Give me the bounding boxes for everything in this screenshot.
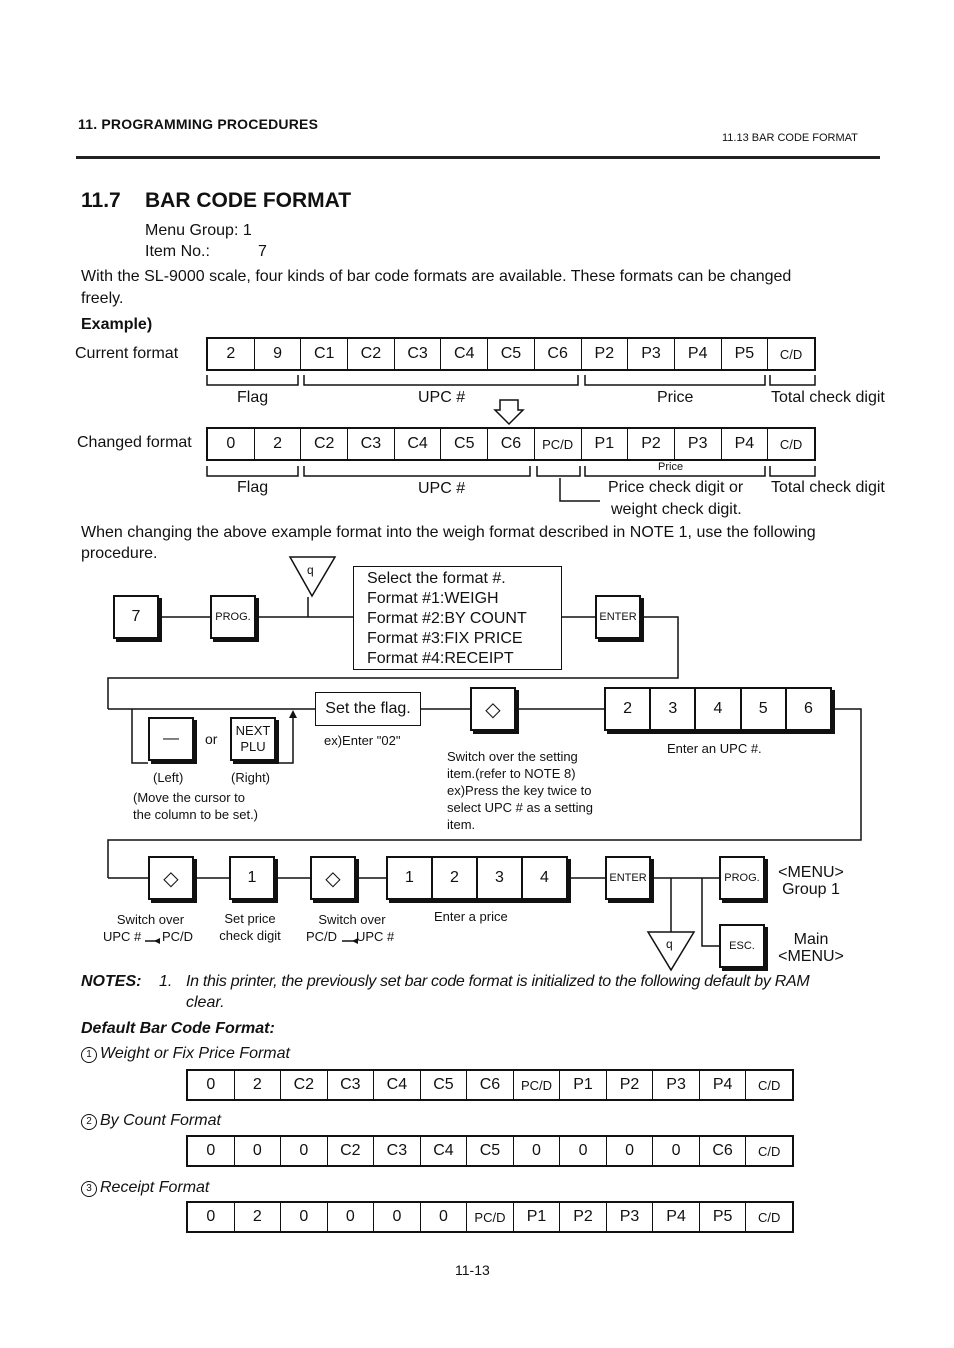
section-number: 11.7 [81, 189, 121, 212]
default-format-title: Default Bar Code Format: [81, 1020, 275, 1037]
next-plu-key[interactable] [230, 717, 276, 761]
format-cell: C/D [757, 1077, 781, 1093]
set-flag-box [315, 692, 421, 726]
format-cell: C3 [348, 429, 395, 459]
menu-label-line: Group 1 [782, 881, 840, 898]
item-no-label: Item No.: [145, 243, 210, 260]
format-cell: C3 [328, 1071, 375, 1099]
format-cell: C2 [281, 1071, 328, 1099]
triangle-q-label: q [666, 937, 673, 951]
item-no-value: 7 [258, 243, 267, 260]
digit-key[interactable]: 2 [606, 689, 651, 729]
key-7[interactable]: 7 [113, 595, 159, 639]
digit-key-1[interactable]: 1 [229, 856, 275, 900]
esc-key[interactable]: ESC. [719, 924, 765, 968]
format-cell: P1 [560, 1071, 607, 1099]
menu-group-label [772, 864, 850, 898]
note-line1: In this printer, the previously set bar code format is initialized to the following default by RAM [186, 973, 810, 990]
format-cell: C/D [757, 1209, 781, 1225]
format-cell: 0 [560, 1137, 607, 1165]
switch-note-line: select UPC # as a setting [447, 800, 593, 815]
flag-label: Flag [237, 389, 269, 406]
format-cell: C6 [488, 429, 535, 459]
next-plu-line: PLU [240, 739, 266, 754]
format-cell: C5 [421, 1071, 468, 1099]
move-cursor-line1: (Move the cursor to [133, 790, 245, 805]
pcd-label-line1: Price check digit or [608, 479, 744, 496]
triangle-q-label: q [307, 563, 314, 577]
menu-group: Menu Group: 1 [145, 222, 252, 239]
procedure-line2: procedure. [81, 545, 158, 562]
switch-note-line: Switch over the setting [447, 749, 578, 764]
price-small-label: Price [658, 461, 684, 473]
upc-enter-label: Enter an UPC #. [667, 741, 762, 756]
note-number: 1. [159, 973, 173, 990]
move-cursor-line2: the column to be set.) [133, 807, 259, 822]
example-label: Example) [81, 316, 153, 333]
switch-from-label: PC/D [306, 929, 338, 944]
switch-over-label: Switch over [116, 912, 185, 927]
select-format-line: Format #1:WEIGH [367, 590, 499, 607]
circled-number: 1 [81, 1047, 97, 1063]
default-format-heading [81, 1112, 221, 1130]
pcd-label-line2: weight check digit. [611, 501, 742, 518]
menu-label-line: Main [793, 931, 829, 948]
default-format-heading [81, 1045, 290, 1063]
format-cell: C4 [421, 1137, 468, 1165]
note-line2: clear. [186, 994, 225, 1011]
switch-diamond-key[interactable]: ◇ [310, 856, 356, 900]
default-format-row [186, 1201, 794, 1233]
format-cell: C2 [328, 1137, 375, 1165]
menu-label-line: <MENU> [778, 864, 844, 881]
circled-number: 2 [81, 1114, 97, 1130]
digit-key[interactable]: 3 [651, 689, 696, 729]
format-cell: P2 [560, 1203, 607, 1231]
format-cell: P3 [653, 1071, 700, 1099]
digit-key[interactable]: 2 [433, 858, 478, 898]
format-cell: P1 [582, 429, 629, 459]
switch-from-label: UPC # [103, 929, 142, 944]
format-cell: P5 [700, 1203, 747, 1231]
format-cell: P4 [653, 1203, 700, 1231]
switch-note-line: item. [447, 817, 476, 832]
format-cell: 2 [255, 429, 302, 459]
format-cell: PC/D [535, 429, 582, 459]
format-cell: 0 [514, 1137, 561, 1165]
intro-line2: freely. [81, 290, 124, 307]
set-price-label: Set price [224, 911, 276, 926]
digit-key[interactable]: 4 [540, 869, 549, 886]
prog-key[interactable]: PROG. [719, 856, 765, 900]
enter-key[interactable]: ENTER [595, 595, 641, 639]
set-flag-label: Set the flag. [325, 700, 411, 717]
select-format-line: Format #3:FIX PRICE [367, 630, 523, 647]
format-cell: 0 [374, 1203, 421, 1231]
format-cell: 2 [235, 1071, 282, 1099]
format-cell: P4 [700, 1071, 747, 1099]
switch-to-label: UPC # [356, 929, 395, 944]
page-number: 11-13 [455, 1262, 490, 1278]
format-cell: P4 [722, 429, 769, 459]
format-cell: C3 [374, 1137, 421, 1165]
enter-key[interactable]: ENTER [605, 856, 651, 900]
format-cell: P3 [607, 1203, 654, 1231]
switch-diamond-key[interactable]: ◇ [470, 687, 516, 731]
default-format-row [186, 1135, 794, 1167]
digit-key[interactable]: 3 [478, 858, 523, 898]
current-format-label: Current format [75, 345, 179, 362]
subsection-header: 11.13 BAR CODE FORMAT [722, 132, 858, 144]
section-header: 11. PROGRAMMING PROCEDURES [78, 116, 319, 132]
format-cell: 2 [208, 339, 255, 369]
select-format-line: Format #4:RECEIPT [367, 650, 514, 667]
main-menu-label [772, 931, 850, 965]
default-format-title: By Count Format [100, 1112, 221, 1129]
menu-label-line: <MENU> [778, 948, 844, 965]
set-flag-example: ex)Enter "02" [324, 733, 401, 748]
switch-note-line: item.(refer to NOTE 8) [447, 766, 576, 781]
format-cell: 0 [421, 1203, 468, 1231]
or-label: or [205, 731, 218, 747]
switch-note-line: ex)Press the key twice to [447, 783, 592, 798]
total-check-digit-label: Total check digit [771, 389, 885, 406]
format-cell: 0 [188, 1203, 235, 1231]
format-cell: P1 [514, 1203, 561, 1231]
next-plu-line: NEXT [235, 723, 271, 738]
digit-key[interactable]: 6 [803, 700, 813, 717]
format-cell: 0 [607, 1137, 654, 1165]
default-format-heading [81, 1179, 209, 1197]
price-label: Price [657, 389, 694, 406]
upc-label: UPC # [418, 480, 466, 497]
format-cell: P3 [675, 429, 722, 459]
default-format-title: Receipt Format [100, 1179, 210, 1196]
format-cell: PC/D [467, 1203, 514, 1231]
format-cell: C/D [779, 346, 803, 362]
format-cell: 0 [188, 1071, 235, 1099]
format-cell: C/D [757, 1143, 781, 1159]
digit-key[interactable]: 5 [742, 689, 787, 729]
format-cell: 0 [281, 1203, 328, 1231]
format-cell: 0 [328, 1203, 375, 1231]
format-cell: P4 [675, 339, 722, 369]
format-cell: C4 [441, 339, 488, 369]
switch-to-label: PC/D [162, 929, 194, 944]
format-cell: 0 [235, 1137, 282, 1165]
format-cell: P3 [628, 339, 675, 369]
format-cell: P5 [722, 339, 769, 369]
page-title: BAR CODE FORMAT [145, 189, 352, 212]
price-keys [386, 856, 568, 900]
switch-diamond-key[interactable]: ◇ [148, 856, 194, 900]
changed-format-label: Changed format [77, 434, 192, 451]
upc-keys [604, 687, 832, 731]
left-key[interactable]: — [148, 717, 194, 761]
format-cell: C2 [301, 429, 348, 459]
select-format-line: Select the format #. [367, 570, 506, 587]
format-cell: 0 [281, 1137, 328, 1165]
notes-label: NOTES: [81, 973, 142, 990]
format-cell: C/D [779, 436, 803, 452]
format-cell: C5 [467, 1137, 514, 1165]
format-cell: C6 [467, 1071, 514, 1099]
circled-number: 3 [81, 1181, 97, 1197]
switch-over-label: Switch over [318, 912, 386, 927]
digit-key[interactable]: 1 [388, 858, 433, 898]
format-cell: 0 [208, 429, 255, 459]
format-cell: 0 [653, 1137, 700, 1165]
format-cell: C3 [395, 339, 442, 369]
intro-line1: With the SL-9000 scale, four kinds of bar code formats are available. These formats can be changed [81, 268, 792, 285]
format-cell: C4 [395, 429, 442, 459]
format-cell: C4 [374, 1071, 421, 1099]
format-cell: 0 [188, 1137, 235, 1165]
format-cell: PC/D [514, 1071, 561, 1099]
upc-label: UPC # [418, 389, 466, 406]
select-format-line: Format #2:BY COUNT [367, 610, 527, 627]
right-label: (Right) [231, 770, 271, 785]
default-format-title: Weight or Fix Price Format [100, 1045, 290, 1062]
total-check-digit-label: Total check digit [771, 479, 885, 496]
format-cell: 9 [255, 339, 302, 369]
format-cell: C6 [700, 1137, 747, 1165]
format-cell: C6 [535, 339, 582, 369]
flag-label: Flag [237, 479, 269, 496]
format-cell: P2 [607, 1071, 654, 1099]
format-cell: C5 [441, 429, 488, 459]
format-cell: P2 [628, 429, 675, 459]
digit-key[interactable]: 4 [696, 689, 741, 729]
left-label: (Left) [153, 770, 184, 785]
format-cell: C5 [488, 339, 535, 369]
format-cell: P2 [582, 339, 629, 369]
procedure-line1: When changing the above example format into the weigh format described in NOTE 1, use the following [81, 524, 816, 541]
format-cell: C1 [301, 339, 348, 369]
format-cell: 2 [235, 1203, 282, 1231]
format-cell: C2 [348, 339, 395, 369]
enter-price-label: Enter a price [434, 909, 508, 924]
default-format-row [186, 1069, 794, 1101]
switch-note [447, 748, 593, 833]
check-digit-label: check digit [219, 928, 281, 943]
select-format-box [353, 566, 562, 670]
prog-key[interactable]: PROG. [210, 595, 256, 639]
